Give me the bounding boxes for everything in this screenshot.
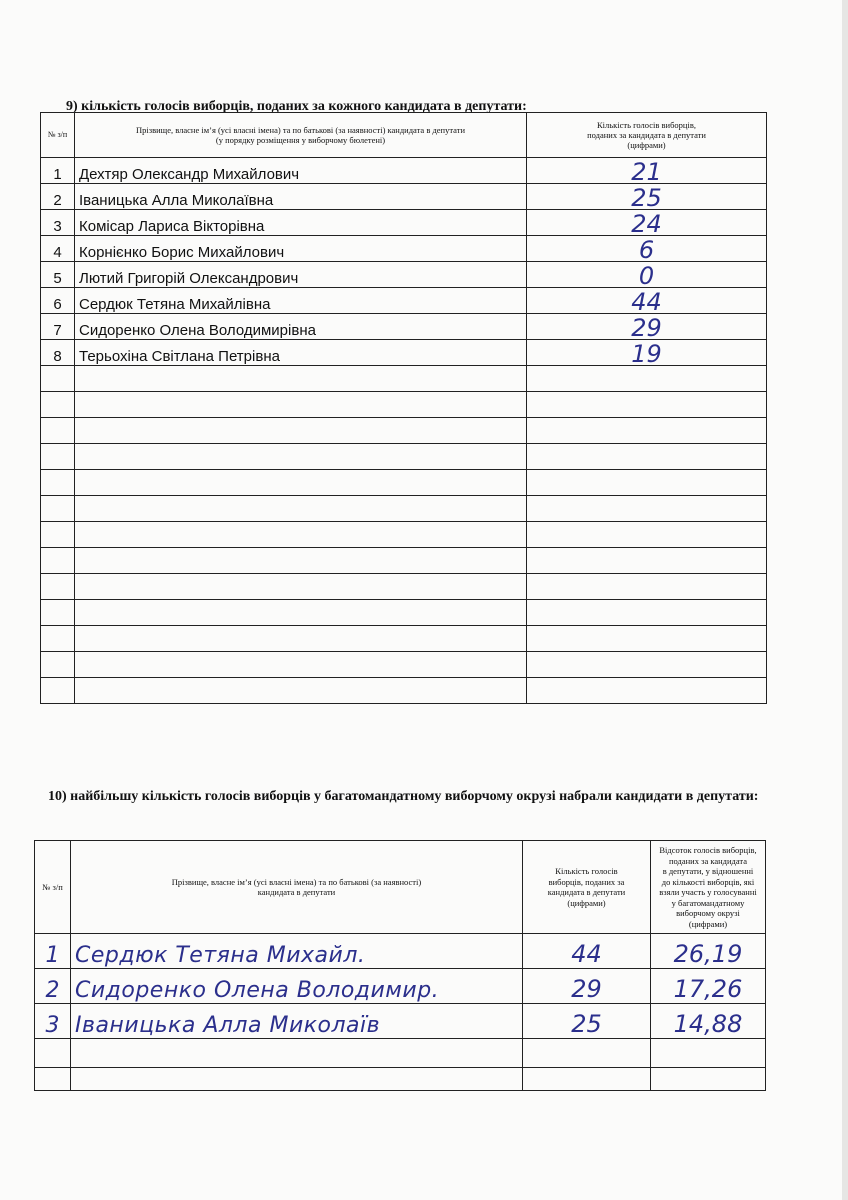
- row-number: 1: [35, 934, 71, 969]
- row-number: 4: [41, 236, 75, 262]
- vote-count: 25: [523, 1004, 651, 1039]
- votes-header: [527, 113, 767, 158]
- row-number: 2: [35, 969, 71, 1004]
- section-10-heading: 10) найбільшу кількість голосів виборців у багатомандатному виборчому окрузі набрали кандидати в депутати:: [48, 789, 759, 804]
- empty-row: [41, 626, 767, 652]
- vote-percent: 17,26: [651, 969, 766, 1004]
- candidate-name: Сидоренко Олена Володимир.: [71, 969, 523, 1004]
- row-number: 1: [41, 158, 75, 184]
- vote-count: 29: [523, 969, 651, 1004]
- table-row: [41, 158, 767, 184]
- percent-header-line6: у багатомандатному: [671, 897, 745, 908]
- top-candidates-table: [34, 840, 766, 1091]
- candidate-votes-table: [40, 112, 767, 704]
- table-header-row: [41, 113, 767, 158]
- candidate-name: Іваницька Алла Миколаївна: [75, 184, 527, 210]
- table-row: [41, 210, 767, 236]
- empty-row: [41, 418, 767, 444]
- table-row: [35, 934, 766, 969]
- table-row: [41, 314, 767, 340]
- empty-row: [41, 496, 767, 522]
- candidate-name: Комісар Лариса Вікторівна: [75, 210, 527, 236]
- table-row: [35, 1004, 766, 1039]
- table-header-row: [35, 841, 766, 934]
- table-row: [41, 262, 767, 288]
- votes-header-line2: виборців, поданих за: [548, 876, 625, 887]
- percent-header-line5: взяли участь у голосуванні: [659, 887, 757, 897]
- candidate-name: Терьохіна Світлана Петрівна: [75, 340, 527, 366]
- name-header-line2: (у порядку розміщення у виборчому бюлетені): [215, 135, 386, 145]
- name-header-line1: Прізвище, власне ім’я (усі власні імена) та по батькові (за наявності) кандидата в депутати: [136, 125, 465, 135]
- table-row: [41, 340, 767, 366]
- votes-header-line4: (цифрами): [567, 897, 606, 908]
- empty-row: [41, 522, 767, 548]
- empty-row: [41, 652, 767, 678]
- row-number: 3: [35, 1004, 71, 1039]
- empty-row: [41, 366, 767, 392]
- votes-header-line3: (цифрами): [627, 140, 666, 150]
- empty-row: [41, 678, 767, 704]
- name-header: [75, 113, 527, 158]
- row-number: 8: [41, 340, 75, 366]
- votes-header: [523, 841, 651, 934]
- percent-header-line8: (цифрами): [688, 918, 728, 929]
- row-number: 3: [41, 210, 75, 236]
- table-row: [41, 236, 767, 262]
- vote-count: 6: [527, 236, 767, 262]
- votes-header-line1: Кількість голосів виборців,: [597, 120, 696, 130]
- candidate-name: Іваницька Алла Миколаїв: [71, 1004, 523, 1039]
- vote-count: 24: [527, 210, 767, 236]
- votes-header-line2: поданих за кандидата в депутати: [587, 130, 706, 140]
- name-header-line2: кандидата в депутати: [257, 887, 336, 897]
- percent-header-line2: поданих за кандидата: [668, 855, 748, 866]
- candidate-name: Сердюк Тетяна Михайлівна: [75, 288, 527, 314]
- votes-header-line1: Кількість голосів: [555, 866, 618, 876]
- percent-header-line4: до кількості виборців, які: [661, 876, 755, 887]
- vote-count: 44: [523, 934, 651, 969]
- candidate-name: Корнієнко Борис Михайлович: [75, 236, 527, 262]
- vote-count: 29: [527, 314, 767, 340]
- table-row: [41, 288, 767, 314]
- percent-header: [651, 841, 766, 934]
- row-number: 5: [41, 262, 75, 288]
- votes-header-line3: кандидата в депутати: [547, 887, 626, 897]
- vote-percent: 14,88: [651, 1004, 766, 1039]
- percent-header-line7: виборчому окрузі: [676, 908, 740, 918]
- vote-count: 0: [527, 262, 767, 288]
- empty-row: [41, 600, 767, 626]
- vote-count: 19: [527, 340, 767, 366]
- empty-row: [41, 444, 767, 470]
- row-number: 7: [41, 314, 75, 340]
- percent-header-line3: в депутати, у відношенні: [662, 866, 754, 876]
- row-number: 6: [41, 288, 75, 314]
- table-row: [35, 969, 766, 1004]
- num-header: № з/п: [41, 113, 75, 158]
- name-header-line1: Прізвище, власне ім’я (усі власні імена) та по батькові (за наявності): [171, 876, 422, 887]
- candidate-name: Сидоренко Олена Володимирівна: [75, 314, 527, 340]
- vote-percent: 26,19: [651, 934, 766, 969]
- vote-count: 44: [527, 288, 767, 314]
- empty-row: [41, 392, 767, 418]
- vote-count: 21: [527, 158, 767, 184]
- vote-count: 25: [527, 184, 767, 210]
- empty-row: [35, 1039, 766, 1068]
- empty-row: [41, 470, 767, 496]
- num-header: № з/п: [35, 841, 71, 934]
- table-row: [41, 184, 767, 210]
- row-number: 2: [41, 184, 75, 210]
- empty-row: [41, 574, 767, 600]
- section-9-heading: 9) кількість голосів виборців, поданих за кожного кандидата в депутати:: [66, 99, 527, 114]
- empty-row: [41, 548, 767, 574]
- candidate-name: Сердюк Тетяна Михайл.: [71, 934, 523, 969]
- name-header: [71, 841, 523, 934]
- candidate-name: Дехтяр Олександр Михайлович: [75, 158, 527, 184]
- empty-row: [35, 1068, 766, 1091]
- candidate-name: Лютий Григорій Олександрович: [75, 262, 527, 288]
- percent-header-line1: Відсоток голосів виборців,: [659, 845, 757, 855]
